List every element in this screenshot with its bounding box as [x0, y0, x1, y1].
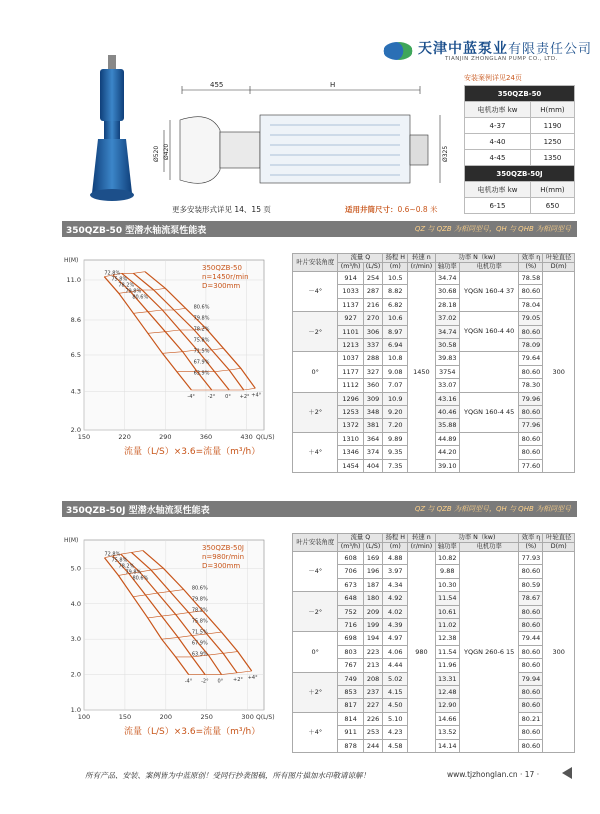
- angle-cell: ＋4°: [293, 432, 338, 472]
- page-arrow-icon: [562, 767, 572, 779]
- angle-cell: ＋4°: [293, 712, 338, 752]
- table-row: 1033 287 8.82 30.68 80.60: [293, 285, 575, 298]
- speed-cell: 980: [408, 552, 435, 753]
- chart-diameter: D=300mm: [202, 282, 241, 290]
- x-tick-label: 300: [241, 713, 254, 721]
- motor-table: 350QZB-50 电机功率 kw H(mm) 4-37 1190 4-40 1250 4-45 1350 350QZB-50J 电机功率 kw H(mm) 6-15 650: [464, 85, 575, 214]
- y-tick-label: 2.0: [70, 670, 81, 679]
- efficiency-label: 80.6%: [193, 304, 210, 311]
- efficiency-label: 67.9%: [191, 640, 208, 647]
- svg-text:455: 455: [210, 81, 224, 89]
- table-row: ＋4° 814 226 5.10 14.66 80.21: [293, 712, 575, 725]
- efficiency-label: 75.8%: [111, 557, 128, 564]
- angle-label: -4°: [187, 394, 195, 400]
- table-row: 0° 1037 288 10.8 39.83 79.64: [293, 352, 575, 365]
- table-row: 1101 306 8.97 34.74 80.60: [293, 325, 575, 338]
- svg-text:Ø420: Ø420: [163, 143, 170, 160]
- svg-text:H: H: [330, 81, 336, 89]
- table-row: －4° 608 169 4.88 980 10.82 YQGN 260-6 15 77.93 300: [293, 552, 575, 565]
- table-row: －2° 648 180 4.92 11.54 78.67: [293, 592, 575, 605]
- efficiency-label: 79.8%: [125, 569, 142, 576]
- angle-label: -4°: [184, 678, 193, 685]
- efficiency-label: 75.8%: [193, 337, 210, 344]
- diameter-cell: 300: [543, 552, 575, 753]
- table-row: －4° 914 254 10.5 1450 34.74 YQGN 160-4 37 78.58 300: [293, 272, 575, 285]
- svg-text:Ø520: Ø520: [153, 145, 160, 162]
- angle-label: +2°: [239, 394, 250, 400]
- table-row: ＋4° 1310 364 9.89 44.89 80.60: [293, 432, 575, 445]
- chart-speed: n=1450r/min: [202, 273, 249, 281]
- efficiency-label: 67.9%: [193, 359, 210, 366]
- table-row: 1253 348 9.20 40.46 80.60: [293, 406, 575, 419]
- table-row: －2° 927 270 10.6 37.02 YQGN 160-4 40 79.05: [293, 312, 575, 325]
- chart-caption: 流量（L/S）×3.6=流量（m³/h）: [124, 727, 261, 737]
- y-tick-label: 1.0: [70, 706, 81, 714]
- y-tick-label: 6.5: [70, 351, 81, 359]
- chart-title: 350QZB-50J: [202, 544, 244, 552]
- efficiency-label: 71.5%: [193, 348, 210, 355]
- table-row: 0° 698 194 4.97 12.38 79.44: [293, 632, 575, 645]
- x-tick-label: 100: [77, 713, 91, 721]
- diameter-cell: 300: [543, 272, 575, 473]
- efficiency-label: 79.8%: [191, 596, 208, 603]
- angle-label: 0°: [225, 394, 231, 400]
- table-row: 803 223 4.06 11.54 80.60: [293, 645, 575, 658]
- table-row: 853 237 4.15 12.48 80.60: [293, 686, 575, 699]
- well-size-note: 适用井筒尺寸：0.6~0.8 米: [345, 205, 438, 214]
- angle-label: -2°: [207, 394, 216, 400]
- x-tick-label: 360: [199, 433, 213, 441]
- angle-cell: －4°: [293, 272, 338, 312]
- y-axis-label: H(M): [64, 537, 79, 544]
- y-tick-label: 5.0: [70, 564, 81, 573]
- pump-photo: [86, 55, 138, 205]
- motor-cell: [459, 432, 518, 472]
- angle-label: +4°: [251, 392, 262, 399]
- chart-diameter: D=300mm: [202, 562, 241, 570]
- pump-dimension-drawing: [150, 80, 450, 200]
- efficiency-label: 63.9%: [193, 370, 210, 377]
- table-row: 1177 327 9.08 3754 80.60: [293, 365, 575, 378]
- motor-cell: YQGN 260-6 15: [459, 552, 518, 753]
- angle-cell: ＋2°: [293, 392, 338, 432]
- table-row: 767 213 4.44 11.96 80.60: [293, 659, 575, 672]
- table-row: 1372 381 7.20 35.88 77.96: [293, 419, 575, 432]
- performance-table-1: 叶片安装角度 流量 Q 扬程 H 转速 n 功率 N（kw) 效率 η 叶轮直径 (m³/h) (L/S) (m) (r/min) 轴功率 电机功率 (%) D(m) －4° 914 254 10.5 1450 34.74 YQGN 160-4 37 78.58 300 1033 287 8.82 30.68 80.60 1137 216 6.82 28.18 78.04 －2° 927 270 10.6 37.02 YQGN 160-4 40 79.05 1101 306 8.97 34.74 80.60 1213 337 6.94 30.58 78.09 0° 1037 288 10.8 39.83 79.64 1177 327 9.08 3754 80.60 1112 360 7.07 33.07 78.30 ＋2° 1296 309 10.9 43.16 YQGN 160-4 45 79.96 1253 348 9.20 40.46 80.60 1372 381 7.20 35.88 77.96 ＋4° 1310 364 9.89 44.89 80.60 1346 374 9.35 44.20 80.60 1454 404 7.35 39.10 77.60: [292, 253, 575, 473]
- efficiency-label: 72.8%: [104, 551, 121, 558]
- table-row: ＋2° 1296 309 10.9 43.16 YQGN 160-4 45 79.96: [293, 392, 575, 405]
- angle-cell: 0°: [293, 632, 338, 672]
- motor-cell: [459, 352, 518, 392]
- y-tick-label: 11.0: [66, 276, 81, 284]
- efficiency-label: 78.2%: [191, 607, 208, 614]
- x-tick-label: 150: [118, 713, 132, 721]
- y-axis-label: H(M): [64, 257, 79, 264]
- x-axis-label: Q(L/S): [256, 434, 275, 441]
- efficiency-label: 78.2%: [193, 326, 210, 333]
- footer-disclaimer: 所有产品、安装、案例皆为中蓝原创！受同行抄袭图稿，所有图片描加水印敬请谅解！: [85, 771, 370, 780]
- speed-cell: 1450: [408, 272, 435, 473]
- performance-chart-2: [62, 530, 287, 760]
- efficiency-label: 75.8%: [191, 618, 208, 625]
- installation-note: 更多安装形式详见 14、15 页: [172, 205, 271, 214]
- company-logo-icon: [383, 42, 413, 60]
- performance-table-2: 叶片安装角度 流量 Q 扬程 H 转速 n 功率 N（kw) 效率 η 叶轮直径 (m³/h) (L/S) (m) (r/min) 轴功率 电机功率 (%) D(m) －4° 608 169 4.88 980 10.82 YQGN 260-6 15 77.93 300 706 196 3.97 9.88 80.60 673 187 4.34 10.30 80.59 －2° 648 180 4.92 11.54 78.67 752 209 4.02 10.61 80.60 716 199 4.39 11.02 80.60 0° 698 194 4.97 12.38 79.44 803 223 4.06 11.54 80.60 767 213 4.44 11.96 80.60 ＋2° 749 208 5.02 13.31 79.94 853 237 4.15 12.48 80.60 817 227 4.50 12.90 80.60 ＋4° 814 226 5.10 14.66 80.21 911 253 4.23 13.52 80.60 878 244 4.58 14.14 80.60: [292, 533, 575, 753]
- x-tick-label: 200: [159, 713, 173, 721]
- footer-website: www.tjzhonglan.cn · 17 ·: [447, 770, 540, 779]
- x-axis-label: Q(L/S): [256, 714, 275, 721]
- company-name: 天津中蓝泵业有限责任公司: [418, 41, 593, 57]
- efficiency-label: 78.2%: [118, 282, 135, 289]
- y-tick-label: 2.0: [70, 426, 81, 434]
- efficiency-label: 71.5%: [191, 629, 208, 636]
- y-tick-label: 8.6: [70, 316, 81, 324]
- table-row: 1454 404 7.35 39.10 77.60: [293, 459, 575, 472]
- motor-table-title: 安装案例详见24页: [464, 74, 522, 82]
- efficiency-label: 72.8%: [104, 270, 121, 277]
- y-tick-label: 4.3: [70, 387, 81, 396]
- chart-speed: n=980r/min: [202, 553, 245, 561]
- table-row: 1137 216 6.82 28.18 78.04: [293, 298, 575, 311]
- x-tick-label: 220: [118, 433, 131, 441]
- x-tick-label: 290: [159, 433, 172, 441]
- company-name-en: TIANJIN ZHONGLAN PUMP CO., LTD.: [445, 56, 558, 62]
- angle-label: +4°: [247, 675, 258, 682]
- motor-cell: YQGN 160-4 45: [459, 392, 518, 432]
- table-row: 716 199 4.39 11.02 80.60: [293, 619, 575, 632]
- table-row: 673 187 4.34 10.30 80.59: [293, 578, 575, 591]
- efficiency-label: 80.6%: [132, 575, 149, 582]
- motor-model-1: 350QZB-50: [465, 86, 575, 102]
- angle-label: +2°: [233, 676, 243, 683]
- section-title-bar-1: 350QZB-50 型潜水轴流泵性能表 QZ 与 QZB 为相同型号，QH 与 QHB 为相同型号: [62, 221, 577, 237]
- angle-cell: ＋2°: [293, 672, 338, 712]
- table-row: ＋2° 749 208 5.02 13.31 79.94: [293, 672, 575, 685]
- angle-cell: －2°: [293, 312, 338, 352]
- table-row: 817 227 4.50 12.90 80.60: [293, 699, 575, 712]
- efficiency-label: 75.8%: [111, 276, 128, 283]
- motor-cell: YQGN 160-4 37: [459, 272, 518, 312]
- efficiency-label: 78.2%: [118, 563, 135, 570]
- section-title-bar-2: 350QZB-50J 型潜水轴流泵性能表 QZ 与 QZB 为相同型号，QH 与 QHB 为相同型号: [62, 501, 577, 517]
- table-row: 706 196 3.97 9.88 80.60: [293, 565, 575, 578]
- angle-cell: 0°: [293, 352, 338, 392]
- svg-text:Ø325: Ø325: [442, 145, 449, 162]
- angle-label: -2°: [201, 678, 209, 685]
- motor-cell: YQGN 160-4 40: [459, 312, 518, 352]
- x-tick-label: 250: [200, 713, 213, 721]
- angle-cell: －4°: [293, 552, 338, 592]
- performance-chart-1: [62, 250, 287, 480]
- angle-cell: －2°: [293, 592, 338, 632]
- efficiency-label: 79.8%: [193, 315, 210, 322]
- efficiency-label: 79.8%: [125, 288, 142, 295]
- motor-model-2: 350QZB-50J: [465, 166, 575, 182]
- table-row: 1213 337 6.94 30.58 78.09: [293, 339, 575, 352]
- chart-title: 350QZB-50: [202, 264, 242, 272]
- angle-label: 0°: [217, 678, 224, 685]
- table-row: 878 244 4.58 14.14 80.60: [293, 739, 575, 752]
- x-tick-label: 150: [77, 433, 91, 441]
- efficiency-label: 63.9%: [191, 651, 208, 658]
- chart-caption: 流量（L/S）×3.6=流量（m³/h）: [124, 447, 261, 457]
- table-row: 1346 374 9.35 44.20 80.60: [293, 446, 575, 459]
- table-row: 752 209 4.02 10.61 80.60: [293, 605, 575, 618]
- y-tick-label: 3.0: [70, 635, 81, 644]
- x-tick-label: 430: [240, 433, 253, 441]
- y-tick-label: 4.0: [70, 599, 81, 608]
- efficiency-label: 80.6%: [191, 585, 208, 592]
- table-row: 911 253 4.23 13.52 80.60: [293, 726, 575, 739]
- efficiency-label: 80.6%: [132, 294, 149, 301]
- table-row: 1112 360 7.07 33.07 78.30: [293, 379, 575, 392]
